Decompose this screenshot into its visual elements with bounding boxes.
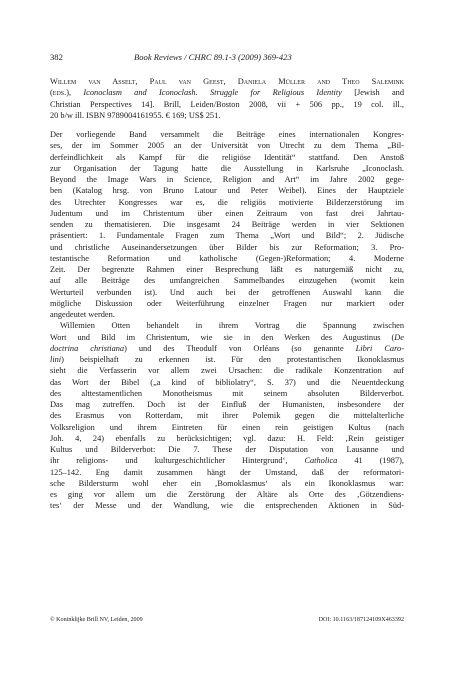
- text-line: des Erasmus von Rotterdam, mit ihrer Polemik gegen die mittelalterliche: [50, 411, 404, 421]
- text-line: mögliche Diskussion oder Weiterführung einzelner Fragen nur markiert oder: [50, 298, 404, 308]
- journal-name: Catholica: [304, 456, 338, 466]
- text-line: es ging vor allem um die Zerstörung der Altäre als Orte des ‚Götzendiens-: [50, 490, 404, 499]
- text-line: präsentiert: 1. Fundamentale Fragen zum Thema „Wort und Bild“; 2. Jüdische: [50, 231, 404, 241]
- text-line: [50, 343, 404, 354]
- text-line: testantische Reformation und katholische (Gegen-)Reformation; 4. Moderne: [50, 253, 404, 263]
- text-line: tes‘ der Messe und der Wandlung, wie die entsprechenden Aktionen in Süd-: [50, 501, 404, 511]
- text-line: sche Bildersturm wohl eher ein ‚Bomoklasmus‘ als ein Ikonoklasmus war:: [50, 478, 404, 488]
- text-run: 41 (1987),: [337, 456, 404, 466]
- text-line: Judentum und im Christentum über einen Zeitraum von fast drei Jahrtau-: [50, 208, 404, 218]
- text-line: 125–142. Eng damit zusammen hängt der Umstand, daß der reformatori-: [50, 467, 404, 477]
- text-line: Volksreligion und ihrem Eintreten für einen rein geistigen Kultus (nach: [50, 422, 404, 432]
- text-line: Das mag zutreffen. Doch ist der Einfluß der Humanisten, insbesondere der: [50, 400, 404, 409]
- book-citation: [50, 76, 404, 121]
- book-title: Iconoclasm and Iconoclash. Struggle for Religious Identity: [83, 88, 342, 98]
- citation-isbn-price: 20 b/w ill. ISBN 9789004161955. € 169; US$ 251.: [50, 110, 221, 120]
- paragraph-1: [50, 129, 404, 320]
- text-line: Der vorliegende Band versammelt die Beiträge eines internationalen Kongres-: [50, 130, 404, 139]
- text-line: Werturteil verbunden ist). Und auch bei der getroffenen Auswahl kann die: [50, 287, 404, 297]
- citation-publication: Christian Perspectives 14]. Brill, Leiden/Boston 2008, vii + 506 pp., 19 col. ill.,: [50, 99, 404, 109]
- text-line: des alttestamentlichen Monotheismus mit seinem absoluten Bilderverbot.: [50, 388, 404, 398]
- text-line: Willemien Otten behandelt in ihrem Vortrag die Spannung zwischen: [60, 321, 404, 331]
- work-title: De: [394, 332, 404, 342]
- page-number: 382: [50, 52, 63, 62]
- text-line: ses, der im Sommer 2005 an der Universität von Utrecht zu dem Thema „Bil-: [50, 141, 404, 151]
- text-line: angedeutet werden.: [50, 310, 115, 319]
- text-line: sieht die Verfasserin vor allem zwei Ursachen: die radikale Konzentration auf: [50, 366, 404, 376]
- citation-title-line: [50, 87, 404, 98]
- text-run: ihr religions- und kulturgeschichtlicher Hintergrund‘,: [50, 456, 305, 466]
- text-line: [50, 455, 404, 466]
- copyright-notice: © Koninklijke Brill NV, Leiden, 2009: [50, 617, 143, 623]
- text-line: und christliche Auseinandersetzungen über Bilder bis zur Reformation; 3. Pro-: [50, 242, 404, 252]
- text-line: zur Organisation der Tagung hatte die Ausstellung in Karlsruhe „Iconoclash.: [50, 163, 404, 173]
- journal-title: Book Reviews / CHRC 89.1-3 (2009) 369-423: [134, 52, 292, 62]
- text-line: senden zu thematisieren. Die insgesamt 24 Beiträge werden in vier Sektionen: [50, 220, 404, 229]
- text-line: derfeindlichkeit als Kampf für die religiöse Identität“ stattfand. Den Anstoß: [50, 152, 404, 162]
- citation-series-start: [Jewish and: [354, 88, 405, 98]
- text-run: ) und des Theodulf von Orléans (so genannte: [124, 343, 356, 353]
- text-line: Joh. 4, 24) ebenfalls zu berücksichtigen; vgl. dazu: H. Feld: ‚Rein geistiger: [50, 433, 404, 443]
- work-title: Libri Caro-: [355, 343, 404, 353]
- paragraph-2: [50, 320, 404, 511]
- citation-editors: (eds.),: [50, 88, 72, 98]
- doi-reference: DOI: 10.1163/187124109X463392: [318, 617, 404, 623]
- text-line: auf alle Beiträge des umfangreichen Sammelbandes einzugehen (womit kein: [50, 276, 404, 286]
- text-line: [50, 332, 404, 343]
- text-line: ben (Katalog hrsg. von Bruno Latour und Peter Weibel). Eines der Hauptziele: [50, 186, 404, 196]
- citation-authors: Willem van Asselt, Paul van Geest, Daniela Müller and Theo Salemink: [50, 77, 404, 86]
- section-gap: [50, 121, 404, 129]
- review-body: [50, 76, 404, 512]
- work-title: doctrina christiana: [50, 343, 125, 353]
- work-title: lini: [50, 355, 62, 364]
- text-line: Zeit. Der begrenzte Rahmen einer Besprechung läßt es naturgemäß nicht zu,: [50, 265, 404, 274]
- text-line: Kultus und Bilderverbot: Die 7. These der Disputation von Lausanne und: [50, 445, 404, 454]
- text-line: das Wort der Bibel („a kind of bibliolatry“, S. 37) und die Neuentdeckung: [50, 377, 404, 387]
- text-run: ) beispielhaft zu erkennen ist. Für den protestantischen Ikonoklasmus: [61, 355, 404, 364]
- text-run: Wort und Bild im Christentum, wie sie in den Werken des Augustinus (: [50, 332, 395, 342]
- text-line: [50, 354, 404, 365]
- text-line: Beyond the Image Wars in Science, Religion and Art“ im Jahre 2002 gege-: [50, 175, 404, 184]
- text-line: des Utrechter Kongresses war es, die religiös motivierte Bilderzerstörung im: [50, 197, 404, 207]
